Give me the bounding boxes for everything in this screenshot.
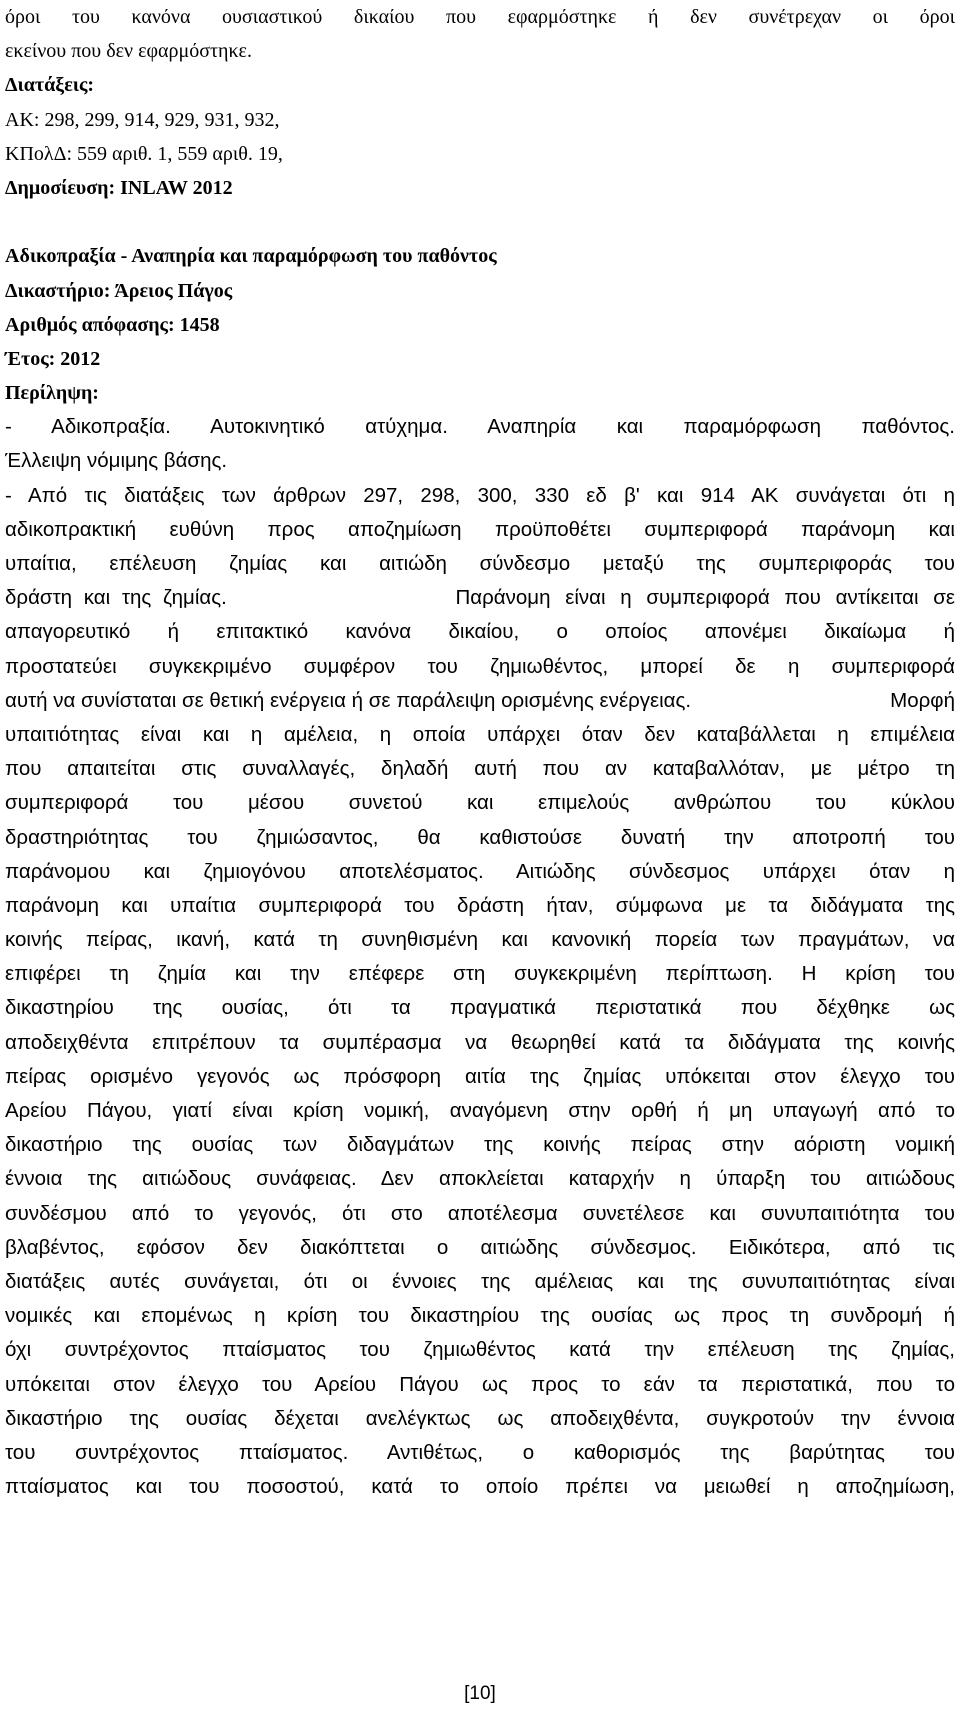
page-number: [10] bbox=[464, 1683, 496, 1704]
year-value: 2012 bbox=[55, 347, 101, 370]
summary-line: αδικοπρακτική ευθύνη προς αποζημίωση προϋποθέτει συμπεριφορά παράνομη και bbox=[5, 517, 955, 541]
summary-sentence: Μορφή bbox=[890, 688, 955, 712]
court-label: Δικαστήριο: bbox=[5, 279, 111, 302]
court-value: Άρειος Πάγος bbox=[110, 279, 233, 302]
publication-label: Δημοσίευση: bbox=[5, 176, 116, 199]
summary-line: αποδειχθέντα επιτρέπουν τα συμπέρασμα να θεωρηθεί κατά τα διδάγματα της κοινής bbox=[5, 1030, 955, 1054]
decision-row bbox=[5, 308, 955, 342]
summary-line bbox=[5, 684, 955, 718]
summary-line: Έλλειψη νόμιμης βάσης. bbox=[5, 449, 228, 473]
intro-line: όροι του κανόνα ουσιαστικού δικαίου που εφαρμόστηκε ή δεν συνέτρεχαν οι όροι bbox=[5, 6, 955, 28]
summary-text bbox=[5, 410, 955, 1504]
summary-line: πταίσματος και του ποσοστού, κατά το οποίο πρέπει να μειωθεί η αποζημίωση, bbox=[5, 1475, 955, 1499]
provisions-label: Διατάξεις: bbox=[5, 74, 95, 97]
summary-sentence: αυτή να συνίσταται σε θετική ενέργεια ή σε παράλειψη ορισμένης ενέργειας. bbox=[5, 688, 692, 712]
summary-line: βλαβέντος, εφόσον δεν διακόπτεται ο αιτιώδης σύνδεσμος. Ειδικότερα, από τις bbox=[5, 1235, 955, 1259]
summary-line: έννοια της αιτιώδους συνάφειας. Δεν αποκλείεται καταρχήν η ύπαρξη του αιτιώδους bbox=[5, 1167, 955, 1191]
decision-value: 1458 bbox=[174, 313, 220, 336]
intro-line: εκείνου που δεν εφαρμόστηκε. bbox=[5, 40, 252, 63]
summary-sentence: δράστη και της ζημίας. bbox=[5, 586, 227, 610]
summary-line: που απαιτείται στις συναλλαγές, δηλαδή αυτή που αν καταβαλλόταν, με μέτρο τη bbox=[5, 757, 955, 781]
summary-line: διατάξεις αυτές συνάγεται, ότι οι έννοιες της αμέλειας και της συνυπαιτιότητας είναι bbox=[5, 1269, 955, 1293]
document-body bbox=[5, 0, 955, 1504]
summary-line: υπόκειται στον έλεγχο του Αρείου Πάγου ως προς το εάν τα περιστατικά, που το bbox=[5, 1372, 955, 1396]
summary-line: απαγορευτικό ή επιτακτικό κανόνα δικαίου, ο οποίος απονέμει δικαίωμα ή bbox=[5, 620, 955, 644]
summary-line: νομικές και επομένως η κρίση του δικαστηρίου της ουσίας ως προς τη συνδρομή ή bbox=[5, 1304, 955, 1328]
summary-line: παράνομου και ζημιογόνου αποτελέσματος. Αιτιώδης σύνδεσμος υπάρχει όταν η bbox=[5, 859, 955, 883]
summary-line: συνδέσμου από το γεγονός, ότι στο αποτέλεσμα συνετέλεσε και συνυπαιτιότητα του bbox=[5, 1201, 955, 1225]
year-label: Έτος: bbox=[5, 347, 56, 370]
summary-line: παράνομη και υπαίτια συμπεριφορά του δράστη ήταν, σύμφωνα με τα διδάγματα της bbox=[5, 893, 955, 917]
spacer bbox=[5, 205, 955, 239]
summary-line bbox=[5, 581, 955, 615]
case-title: Αδικοπραξία - Αναπηρία και παραμόρφωση του παθόντος bbox=[5, 245, 497, 268]
summary-line: Αρείου Πάγου, γιατί είναι κρίση νομική, αναγόμενη στην ορθή ή μη υπαγωγή από το bbox=[5, 1099, 955, 1122]
summary-line: δραστηριότητας του ζημιώσαντος, θα καθιστούσε δυνατή την αποτροπή του bbox=[5, 825, 955, 849]
summary-line: υπαίτια, επέλευση ζημίας και αιτιώδη σύνδεσμο μεταξύ της συμπεριφοράς του bbox=[5, 552, 955, 575]
summary-line: δικαστήριο της ουσίας δέχεται ανελέγκτως ως αποδειχθέντα, συγκροτούν την έννοια bbox=[5, 1406, 955, 1430]
summary-line: συμπεριφορά του μέσου συνετού και επιμελούς ανθρώπου του κύκλου bbox=[5, 791, 955, 815]
publication-value: INLAW 2012 bbox=[115, 176, 233, 199]
year-row bbox=[5, 342, 955, 376]
summary-line: όχι συντρέχοντος πταίσματος του ζημιωθέντος κατά την επέλευση της ζημίας, bbox=[5, 1338, 955, 1362]
summary-line: - Από τις διατάξεις των άρθρων 297, 298, 300, 330 εδ β' και 914 ΑΚ συνάγεται ότι η bbox=[5, 483, 955, 507]
summary-label: Περίληψη: bbox=[5, 382, 99, 405]
court-row bbox=[5, 274, 955, 308]
decision-label: Αριθμός απόφασης: bbox=[5, 313, 175, 336]
provisions-kpold: ΚΠολΔ: 559 αριθ. 1, 559 αριθ. 19, bbox=[5, 142, 283, 165]
summary-line: δικαστηρίου της ουσίας, ότι τα πραγματικά περιστατικά που δέχθηκε ως bbox=[5, 996, 955, 1020]
summary-line: του συντρέχοντος πταίσματος. Αντιθέτως, ο καθορισμός της βαρύτητας του bbox=[5, 1440, 955, 1464]
summary-line: πείρας ορισμένο γεγονός ως πρόσφορη αιτία της ζημίας υπόκειται στον έλεγχο του bbox=[5, 1064, 955, 1088]
summary-line: - Αδικοπραξία. Αυτοκινητικό ατύχημα. Αναπηρία και παραμόρφωση παθόντος. bbox=[5, 415, 955, 439]
provisions-ak: ΑΚ: 298, 299, 914, 929, 931, 932, bbox=[5, 108, 280, 131]
summary-line: επιφέρει τη ζημία και την επέφερε στη συγκεκριμένη περίπτωση. Η κρίση του bbox=[5, 962, 955, 986]
summary-sentence: Παράνομη είναι η συμπεριφορά που αντίκειται σε bbox=[455, 586, 955, 610]
publication-row bbox=[5, 171, 955, 205]
summary-line: προστατεύει συγκεκριμένο συμφέρον του ζημιωθέντος, μπορεί δε η συμπεριφορά bbox=[5, 654, 955, 678]
summary-line: δικαστήριο της ουσίας των διδαγμάτων της κοινής πείρας στην αόριστη νομική bbox=[5, 1133, 955, 1157]
summary-line: κοινής πείρας, ικανή, κατά τη συνηθισμένη και κανονική πορεία των πραγμάτων, να bbox=[5, 928, 955, 952]
summary-line: υπαιτιότητας είναι και η αμέλεια, η οποία υπάρχει όταν δεν καταβάλλεται η επιμέλεια bbox=[5, 722, 955, 746]
